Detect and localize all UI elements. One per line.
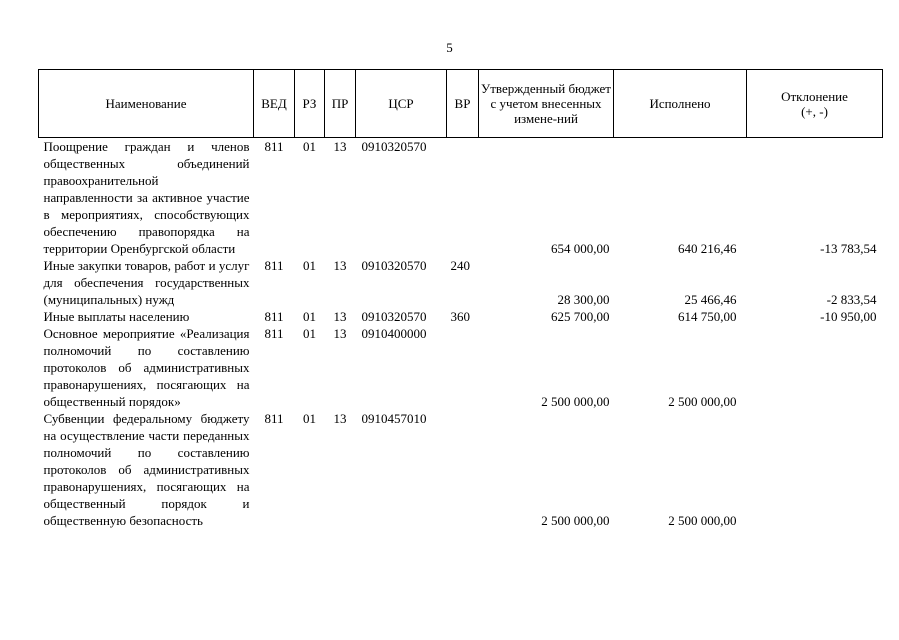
- row-deviation: -10 950,00: [820, 309, 877, 324]
- row-approved: 2 500 000,00: [541, 513, 610, 528]
- row-vr: [447, 410, 479, 529]
- row-deviation: -13 783,54: [820, 241, 877, 256]
- header-pr: ПР: [325, 70, 356, 138]
- row-csr: 0910320570: [361, 139, 427, 154]
- table-row: [39, 257, 883, 308]
- row-pr: 13: [333, 326, 347, 341]
- row-pr: 13: [333, 411, 347, 426]
- table-row: [39, 410, 883, 529]
- row-name: Иные закупки товаров, работ и услуг для обеспечения государственных (муниципальных) нужд: [43, 258, 250, 307]
- header-name: Наименование: [39, 70, 254, 138]
- budget-table-container: [38, 69, 882, 529]
- table-row: [39, 138, 883, 258]
- row-approved: 654 000,00: [551, 241, 610, 256]
- row-name: Основное мероприятие «Реализация полномочий по составлению протоколов об административных правонарушениях, посягающих на общественный порядок»: [43, 326, 250, 409]
- row-rz: 01: [303, 326, 316, 341]
- row-approved: 625 700,00: [551, 309, 610, 324]
- budget-table: [38, 69, 883, 529]
- row-executed: 614 750,00: [678, 309, 737, 324]
- row-vr: 240: [450, 258, 470, 273]
- row-approved: 2 500 000,00: [541, 394, 610, 409]
- row-executed: 640 216,46: [678, 241, 737, 256]
- header-deviation: [747, 70, 883, 138]
- row-deviation: -2 833,54: [826, 292, 877, 307]
- row-csr: 0910320570: [361, 309, 427, 324]
- row-rz: 01: [303, 411, 316, 426]
- row-executed: 2 500 000,00: [668, 394, 737, 409]
- row-vr: 360: [450, 309, 470, 324]
- row-name: Субвенции федеральному бюджету на осуществление части переданных полномочий по составлению протоколов об административных правонарушениях, посягающих на общественный порядок и общественную безопасность: [43, 411, 250, 528]
- row-name: Поощрение граждан и членов общественных объединений правоохранительной направленности за активное участие в мероприятиях, способствующих обеспечению правопорядка на территории Оренбургской области: [43, 139, 250, 256]
- row-csr: 0910320570: [361, 258, 427, 273]
- row-approved: 28 300,00: [557, 292, 610, 307]
- row-ved: 811: [264, 258, 284, 273]
- header-ved: ВЕД: [254, 70, 295, 138]
- row-ved: 811: [264, 411, 284, 426]
- header-vr: ВР: [447, 70, 479, 138]
- row-pr: 13: [333, 258, 347, 273]
- header-deviation-line1: Отклонение: [781, 88, 848, 104]
- header-deviation-line2: (+, -): [801, 103, 828, 119]
- table-row: [39, 308, 883, 325]
- table-body: [39, 138, 883, 530]
- page-number: 5: [446, 40, 453, 55]
- row-vr: [447, 325, 479, 410]
- row-ved: 811: [264, 139, 284, 154]
- header-approved: Утвержденный бюджет с учетом внесенных измене-ний: [479, 70, 614, 138]
- row-vr: [447, 138, 479, 258]
- table-row: [39, 325, 883, 410]
- row-executed: 25 466,46: [684, 292, 737, 307]
- row-rz: 01: [303, 258, 316, 273]
- header-executed: Исполнено: [614, 70, 747, 138]
- row-pr: 13: [333, 139, 347, 154]
- table-header: [39, 70, 883, 138]
- header-csr: ЦСР: [356, 70, 447, 138]
- header-rz: РЗ: [295, 70, 325, 138]
- row-pr: 13: [333, 309, 347, 324]
- row-csr: 0910457010: [361, 411, 427, 426]
- row-deviation: [747, 325, 883, 410]
- row-ved: 811: [264, 326, 284, 341]
- row-executed: 2 500 000,00: [668, 513, 737, 528]
- row-ved: 811: [264, 309, 284, 324]
- row-rz: 01: [303, 309, 316, 324]
- row-rz: 01: [303, 139, 316, 154]
- row-name: Иные выплаты населению: [43, 309, 190, 324]
- row-deviation: [747, 410, 883, 529]
- row-csr: 0910400000: [361, 326, 427, 341]
